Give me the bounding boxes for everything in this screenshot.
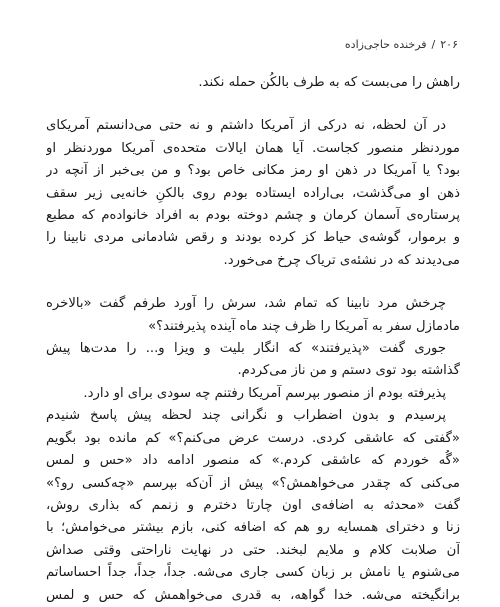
text-line: و برموار، گوشه‌ی حیاط کز کرده بودند و رقص شادمانی مردی نابینا را <box>46 230 460 246</box>
author-name: فرخنده حاجی‌زاده <box>344 38 427 51</box>
text-line: آن صلابت کلام و ملایم لبخند. حتی در نهایت ناراحتی وقتی صداش <box>46 542 460 558</box>
text-line: گذاشته بود توی دستم و من ناز می‌کردم. <box>237 363 460 379</box>
text-line: «گُه خوردم که عاشقی کردم.» که منصور ادامه داد «حس و لمس <box>46 453 460 469</box>
header-separator: / <box>431 38 436 51</box>
text-line: برانگیخته می‌شه. خدا گواهه، به قدری می‌خواهمش که حس و لمس <box>46 587 460 603</box>
text-line: بود؟ یا آمریکا در ذهن او رمز مکانی خاص بود؟ و من بی‌خبر از آنچه در <box>46 163 460 179</box>
page-number: ۲۰۶ <box>440 38 458 51</box>
text-line: چرخش مرد نابینا که تمام شد، سرش را آورد طرفم گفت «بالاخره <box>46 296 446 312</box>
text-line: پرستاره‌ی آسمان کرمان و چشم دوخته بودم به افراد خانواده‌م که مطبع <box>46 208 460 224</box>
text-line: مادمازل سفر به آمریکا را ظرف چند ماه آینده پذیرفتند؟» <box>148 318 460 334</box>
text-line: می‌دیدند که در نشئه‌ی تریاک چرخ می‌خورد. <box>223 252 460 268</box>
text-line: ذهن او می‌گذشت، بی‌اراده ایستاده بودم روی بالکنِ خانه‌یی زیر سقف <box>46 185 460 201</box>
running-header <box>345 38 458 51</box>
text-line: پذیرفته بودم از منصور بپرسم آمریکا رفتنم چه سودی برای او دارد. <box>83 385 446 401</box>
text-line: زنا و دخترای همسایه رو هم که اضافه کنی، بازم بیشتر می‌خوامش؛ با <box>46 520 460 536</box>
text-line: در آن لحظه، نه درکی از آمریکا داشتم و نه حتی می‌دانستم آمریکای <box>46 118 446 134</box>
body-text <box>46 72 460 607</box>
text-line: جوری گفت «پذیرفتند» که انگار بلیت و ویزا و... را مدت‌ها پیش <box>46 341 446 357</box>
text-line: راهش را می‌بست که به طرف بالکُن حمله نکند. <box>198 75 460 90</box>
text-line: گفت «محدثه به اضافه‌ی اون چارتا دخترم و زنمم که بذاری روش، <box>46 497 460 513</box>
text-line: موردنظر منصور کجاست. آیا همان ایالات متحده‌ی آمریکا موردنظر او <box>46 140 460 156</box>
text-line: «گفتی که عاشقی کردی. درست عرض می‌کنم؟» کم مانده بود بگویم <box>46 430 460 446</box>
text-line: می‌کنی که چقدر می‌خواهمش؟» پیش از آن‌که بپرسم «چه‌کسی رو؟» <box>46 475 460 491</box>
text-line: می‌شنوم یا نامش بر زبان کسی جاری می‌شه. جداً، جداً، جداً احساساتم <box>46 565 460 581</box>
text-line: پرسیدم و بدون اضطراب و نگرانی چند لحظه پیش پاسخ شنیدم <box>46 408 446 424</box>
